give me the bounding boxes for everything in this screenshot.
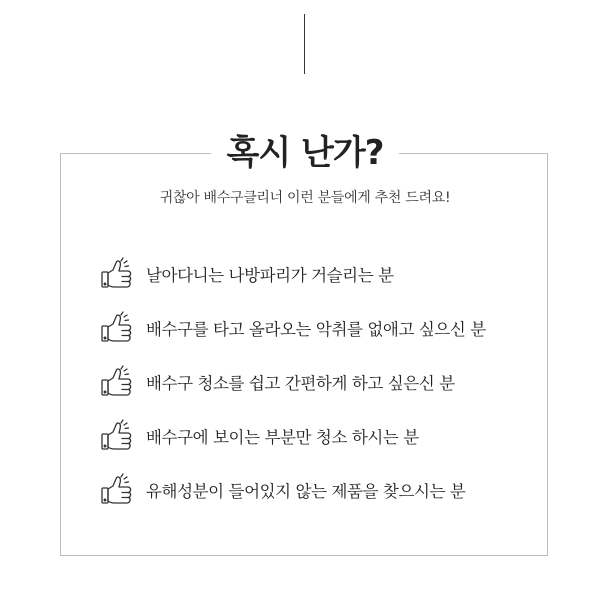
page-title-text: 혹시 난가?	[211, 131, 400, 175]
list-item	[100, 473, 520, 507]
top-divider-line	[304, 14, 305, 74]
page-title	[0, 131, 610, 175]
list-item-text: 유해성분이 들어있지 않는 제품을 찾으시는 분	[146, 482, 466, 501]
thumbs-up-icon	[100, 473, 136, 507]
recommendation-list	[100, 257, 520, 527]
thumbs-up-icon	[100, 419, 136, 453]
list-item-text: 배수구 청소를 쉽고 간편하게 하고 싶은신 분	[146, 374, 455, 393]
list-item-text: 배수구를 타고 올라오는 악취를 없애고 싶으신 분	[146, 320, 486, 339]
thumbs-up-icon	[100, 365, 136, 399]
thumbs-up-icon	[100, 311, 136, 345]
list-item	[100, 311, 520, 345]
list-item	[100, 257, 520, 291]
list-item	[100, 419, 520, 453]
thumbs-up-icon	[100, 257, 136, 291]
list-item-text: 배수구에 보이는 부분만 청소 하시는 분	[146, 428, 419, 447]
list-item-text: 날아다니는 나방파리가 거슬리는 분	[146, 266, 394, 285]
page-subtitle: 귀찮아 배수구클리너 이런 분들에게 추천 드려요!	[159, 190, 451, 206]
list-item	[100, 365, 520, 399]
